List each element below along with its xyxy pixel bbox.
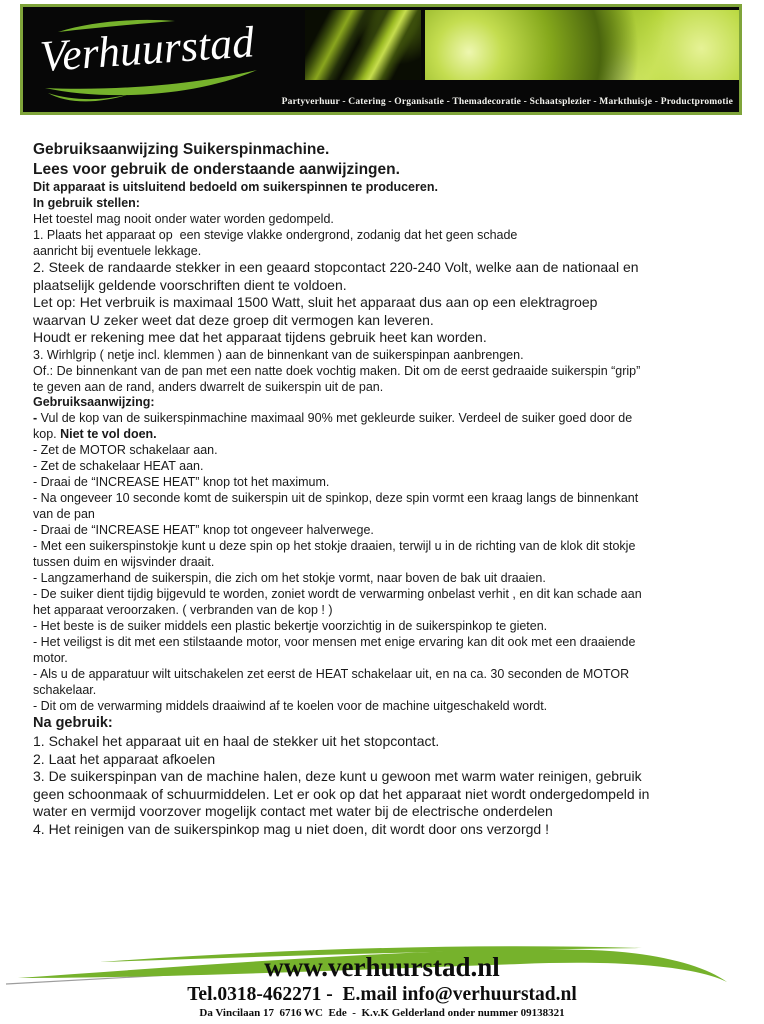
text-line: waarvan U zeker weet dat deze groep dit vermogen kan leveren.: [33, 311, 434, 328]
text-line: - Zet de schakelaar HEAT aan.: [33, 459, 204, 473]
text-line: Gebruiksaanwijzing Suikerspinmachine.: [33, 141, 330, 158]
text-line: 1. Schakel het apparaat uit en haal de stekker uit het stopcontact.: [33, 733, 440, 749]
text-line: te geven aan de rand, anders dwarrelt de suikerspin uit de pan.: [33, 379, 384, 394]
text-line: tussen duim en wijsvinder draait.: [33, 555, 215, 569]
header-banner: [20, 4, 742, 115]
text-line: Na gebruik:: [33, 715, 113, 731]
text-line: plaatselijk geldende voorschriften dient te voldoen.: [33, 276, 347, 293]
footer-website: www.verhuurstad.nl: [264, 952, 500, 982]
text-line: 3. Wirhlgrip ( netje incl. klemmen ) aan de binnenkant van de suikerspinpan aanbrengen.: [33, 347, 524, 362]
text-line: - Als u de apparatuur wilt uitschakelen zet eerst de HEAT schakelaar uit, en na ca. 30 seconden de MOTOR: [33, 667, 630, 681]
text-line: 4. Het reinigen van de suikerspinkop mag u niet doen, dit wordt door ons verzorgd !: [33, 820, 549, 837]
text-line: het apparaat veroorzaken. ( verbranden van de kop ! ): [33, 603, 333, 617]
text-line: Of.: De binnenkant van de pan met een natte doek vochtig maken. Dit om de eerst gedraaide suikerspin “grip”: [33, 363, 641, 378]
verhuurstad-logo: [33, 7, 313, 107]
text-line: - Zet de MOTOR schakelaar aan.: [33, 443, 218, 457]
text-line: - Het veiligst is dit met een stilstaande motor, voor mensen met enige ervaring kan dit ook met een draaiende: [33, 635, 636, 649]
text-line: schakelaar.: [33, 683, 97, 697]
text-line: - Met een suikerspinstokje kunt u deze spin op het stokje draaien, terwijl u in de richting van de klok dit stokje: [33, 539, 636, 553]
text-line: Lees voor gebruik de onderstaande aanwijzingen.: [33, 161, 400, 178]
footer: [0, 952, 764, 1021]
glasses-photo: [425, 10, 739, 80]
footer-address: Da Vincilaan 17 6716 WC Ede - K.v.K Gelderland onder nummer 09138321: [199, 1007, 565, 1019]
text-line: - Langzamerhand de suikerspin, die zich om het stokje vormt, naar boven de bak uit draaien.: [33, 571, 546, 585]
footer-tel-email: Tel.0318-462271 - E.mail info@verhuurstad.nl: [187, 984, 577, 1005]
text-line: - Na ongeveer 10 seconde komt de suikerspin uit de spinkop, deze spin vormt een kraag langs de binnenkant: [33, 491, 639, 505]
document-body: [33, 140, 738, 838]
text-line: - De suiker dient tijdig bijgevuld te worden, zoniet wordt de verwarming onbelast verhit , en dit kan schade aan: [33, 587, 642, 601]
text-line: Dit apparaat is uitsluitend bedoeld om suikerspinnen te produceren.: [33, 180, 438, 194]
bottles-photo: [305, 10, 421, 80]
text-line: motor.: [33, 651, 68, 665]
text-line: In gebruik stellen:: [33, 195, 140, 210]
text-line: van de pan: [33, 507, 95, 521]
text-line: Let op: Het verbruik is maximaal 1500 Watt, sluit het apparaat dus aan op een elektragroep: [33, 294, 598, 310]
text-line: 2. Laat het apparaat afkoelen: [33, 750, 216, 767]
text-line: - Draai de “INCREASE HEAT” knop tot ongeveer halverwege.: [33, 523, 374, 537]
text-line: - Dit om de verwarming middels draaiwind af te koelen voor de machine uitgeschakeld wordt.: [33, 699, 548, 713]
text-line: - Draai de “INCREASE HEAT” knop tot het maximum.: [33, 475, 330, 489]
text-line: water en vermijd voorzover mogelijk contact met water bij de electrische onderdelen: [33, 803, 553, 819]
text-line: kop. Niet te vol doen.: [33, 427, 157, 441]
text-line: geen schoonmaak of schuurmiddelen. Let er ook op dat het apparaat niet wordt ondergedompeld in: [33, 785, 650, 802]
logo-script-text: Verhuurstad: [38, 17, 256, 82]
text-line: Het toestel mag nooit onder water worden gedompeld.: [33, 212, 334, 226]
text-line: aanricht bij eventuele lekkage.: [33, 244, 202, 258]
text-line: - Het beste is de suiker middels een plastic bekertje voorzichtig in de suikerspinkop te gieten.: [33, 619, 548, 633]
header-tagline: Partyverhuur - Catering - Organisatie - Themadecoratie - Schaatsplezier - Markthuisje - Productpromotie: [281, 97, 733, 107]
text-line: - Vul de kop van de suikerspinmachine maximaal 90% met gekleurde suiker. Verdeel de suiker goed door de: [33, 411, 633, 425]
text-line: 1. Plaats het apparaat op een stevige vlakke ondergrond, zodanig dat het geen schade: [33, 228, 518, 242]
text-line: Houdt er rekening mee dat het apparaat tijdens gebruik heet kan worden.: [33, 329, 487, 345]
text-line: Gebruiksaanwijzing:: [33, 394, 155, 409]
text-line: 2. Steek de randaarde stekker in een geaard stopcontact 220-240 Volt, welke aan de nationaal en: [33, 259, 639, 275]
text-line: 3. De suikerspinpan van de machine halen, deze kunt u gewoon met warm water reinigen, gebruik: [33, 768, 642, 784]
